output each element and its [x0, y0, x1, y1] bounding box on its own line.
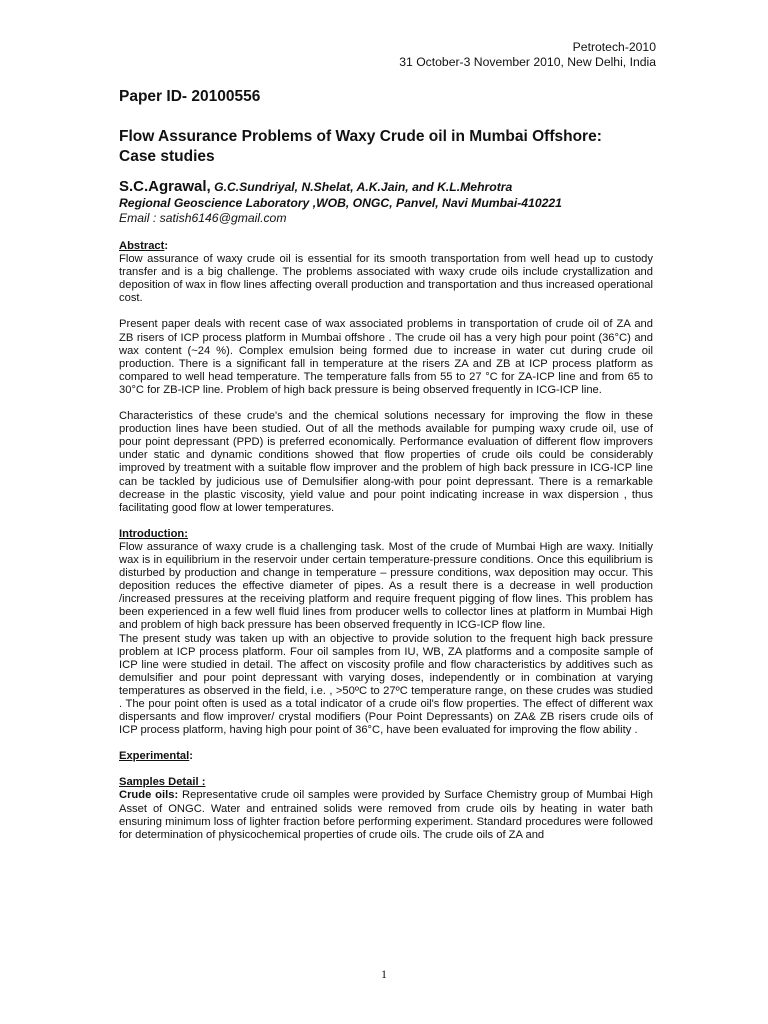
affiliation: Regional Geoscience Laboratory ,WOB, ONGC, Panvel, Navi Mumbai-410221: [119, 195, 562, 210]
conference-header: [399, 40, 656, 70]
author-block: [119, 179, 679, 227]
author-line: [119, 179, 679, 196]
conference-dates: 31 October-3 November 2010, New Delhi, India: [399, 55, 656, 69]
lead-author: S.C.Agrawal,: [119, 178, 211, 195]
co-authors: G.C.Sundriyal, N.Shelat, A.K.Jain, and K.L.Mehrotra: [214, 180, 513, 194]
experimental-heading: Experimental:: [119, 750, 193, 763]
abstract-paragraph-3: Characteristics of these crude's and the chemical solutions necessary for improving the flow in these production lines have been studied. Out of all the methods available for pumping waxy crude oil, use of pour point depressant (PPD) is preferred economically. Performance evaluation of different flow improvers under static and dynamic conditions showed that flow properties of crude oils could be considerably improved by treatment with a suitable flow improver and the problem of high back pressure in ICG-ICP line can be tackled by judicious use of Demulsifier along-with pour point depressant. There is a remarkable decrease in the plastic viscosity, yield value and pour point indicating increase in wax dispersion , thus facilitating good flow at lower temperatures.: [119, 410, 653, 514]
crude-oils-text: Representative crude oil samples were provided by Surface Chemistry group of Mumbai High Asset of ONGC. Water and entrained solids were removed from crude oils by heating in water bath ensuring minimum loss of lighter fraction before performing experiment. Standard procedures were followed for determination of physicochemical properties of crude oils. The crude oils of ZA and: [119, 789, 653, 841]
samples-detail-heading: Samples Detail :: [119, 776, 206, 789]
introduction-heading: Introduction:: [119, 527, 188, 540]
paper-id: Paper ID- 20100556: [119, 88, 261, 105]
introduction-paragraph-2: The present study was taken up with an objective to provide solution to the frequent high back pressure problem at ICP process platform. Four oil samples from IU, WB, ZA platforms and a composite sample of ICP line were studied in detail. The affect on viscosity profile and flow characteristics by additives such as demulsifier and pour point depressant with varying doses, independently or in combination at varying temperatures as observed in the field, i.e. , >50ºC to 27ºC temperature range, on these crudes was studied . The pour point often is used as a total indicator of a crude oil's flow properties. The effect of different wax dispersants and flow improver/ crystal modifiers (Pour Point Depressants) on ZA& ZB risers crude oils of ICP process platform, having high pour point of 36°C, have been evaluated for improving the flow ability .: [119, 632, 653, 737]
crude-oils-paragraph: [119, 789, 653, 841]
introduction-paragraph-1: Flow assurance of waxy crude is a challenging task. Most of the crude of Mumbai High are waxy. Initially wax is in equilibrium in the reservoir under certain temperature-pressure conditions. Once this equilibrium is disturbed by production and change in temperature – pressure conditions, wax deposition may occur. This deposition reduces the effective diameter of pipes. As a result there is a decrease in well production /increased pressures at the receiving platform and require frequent pigging of flow lines. This problem has been experienced in a few well fluid lines from producer wells to collector lines at platform in Mumbai High and problem of high back pressure has been observed frequently in ICG-ICP flow line.: [119, 540, 653, 632]
title-line-2: Case studies: [119, 148, 215, 165]
abstract-paragraph-2: Present paper deals with recent case of wax associated problems in transportation of crude oil of ZA and ZB risers of ICP process platform in Mumbai offshore . The crude oil has a very high pour point (36°C) and wax content (~24 %). Complex emulsion being formed due to increase in water cut during crude oil production. There is a significant fall in temperature at the risers ZA and ZB at ICP process platform as compared to well head temperature. The temperature falls from 55 to 27 °C for ZA-ICP line and from 65 to 30°C for ZB-ICP line. Problem of high back pressure is being observed frequently in ICG-ICP line.: [119, 318, 653, 396]
author-email: Email : satish6146@gmail.com: [119, 211, 287, 225]
abstract-heading: Abstract:: [119, 240, 169, 252]
conference-name: Petrotech-2010: [572, 40, 656, 54]
abstract-paragraph-1: Flow assurance of waxy crude oil is essential for its smooth transportation from well head up to custody transfer and is a big challenge. The problems associated with waxy crude oils include crystallization and deposition of wax in flow lines affecting overall production and transportation and thus increased operational cost.: [119, 253, 653, 305]
page-number: 1: [381, 967, 387, 981]
paper-title: [119, 127, 679, 167]
title-line-1: Flow Assurance Problems of Waxy Crude oil in Mumbai Offshore:: [119, 128, 602, 145]
paper-body: [119, 240, 653, 842]
crude-oils-label: Crude oils:: [119, 789, 179, 802]
